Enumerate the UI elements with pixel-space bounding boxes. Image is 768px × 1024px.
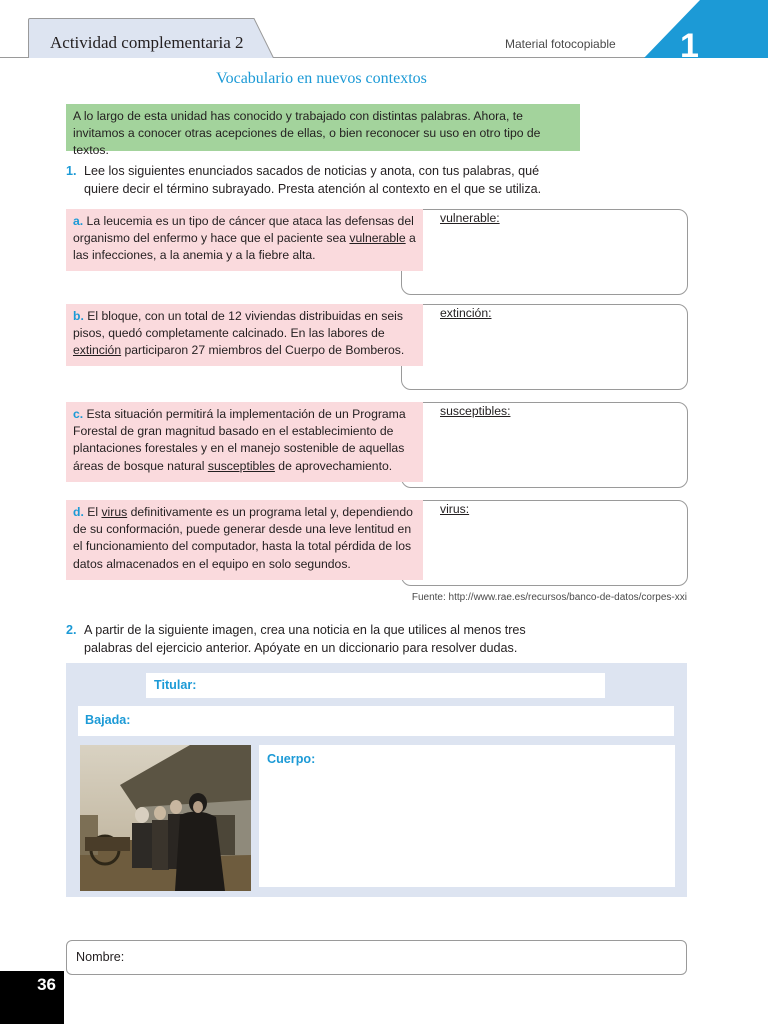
item-b-text-start: El bloque, con un total de 12 viviendas distribuidas en seis pisos, quedó completamente calcinado. En las labores de (73, 309, 403, 341)
cuerpo-label: Cuerpo: (267, 752, 316, 766)
item-c-text-start: Esta situación permitirá la implementación de un Programa Forestal de gran magnitud basado en el establecimiento de plantaciones forestales y en el manejo sostenible de aquellas áreas de bosque natural (73, 407, 406, 473)
material-label: Material fotocopiable (505, 37, 616, 51)
item-c-text-end: de aprovechamiento. (274, 458, 393, 473)
item-a-text-end: a las infecciones, a la anemia y a la fiebre alta. (73, 231, 416, 263)
item-d (66, 500, 423, 580)
page-number: 36 (37, 975, 56, 994)
item-a-letter: a. (73, 214, 84, 228)
item-b (66, 304, 423, 366)
item-b-term: extinción (73, 343, 122, 358)
item-c-term: susceptibles (207, 458, 275, 473)
item-a (66, 209, 423, 271)
titular-field[interactable] (146, 673, 605, 698)
item-a-text-start: La leucemia es un tipo de cáncer que ataca las defensas del organismo del enfermo y hace que el paciente sea (73, 214, 414, 246)
answer-label-a: vulnerable: (440, 211, 500, 225)
source-note: Fuente: http://www.rae.es/recursos/banco-de-datos/corpes-xxi (411, 592, 687, 603)
question-1-text: Lee los siguientes enunciados sacados de noticias y anota, con tus palabras, qué quiere decir el término subrayado. Presta atención al contexto en el que se utiliza. (84, 164, 542, 196)
question-1 (66, 162, 576, 198)
cuerpo-field[interactable] (259, 745, 675, 887)
bajada-label: Bajada: (85, 713, 131, 727)
unit-corner-badge (640, 0, 768, 58)
answer-label-d: virus: (440, 502, 470, 516)
activity-title: Actividad complementaria 2 (50, 33, 244, 52)
question-1-number: 1. (66, 164, 77, 178)
item-d-text-start: El (83, 505, 102, 519)
bajada-field[interactable] (78, 706, 674, 736)
answer-label-c: susceptibles: (440, 404, 511, 418)
name-label: Nombre: (76, 950, 125, 964)
question-2-number: 2. (66, 623, 77, 637)
item-b-letter: b. (73, 309, 84, 323)
item-c-letter: c. (73, 407, 84, 421)
unit-number: 1 (680, 27, 699, 65)
item-c (66, 402, 423, 482)
question-2-text: A partir de la siguiente imagen, crea una noticia en la que utilices al menos tres palabras del ejercicio anterior. Apóyate en un diccionario para resolver dudas. (84, 623, 526, 655)
item-d-text-end: definitivamente es un programa letal y, dependiendo de su conformación, puede generar desde una leve lentitud en el funcionamiento del computador, hasta la total pérdida de los datos almacenados en el equipo en solo segundos. (73, 505, 413, 571)
intro-box: A lo largo de esta unidad has conocido y trabajado con distintas palabras. Ahora, te invitamos a conocer otras acepciones de ellas, o bien reconocer su uso en otro tipo de textos. (66, 104, 580, 151)
item-a-term: vulnerable (349, 231, 406, 246)
section-subtitle: Vocabulario en nuevos contextos (216, 70, 427, 87)
question-2 (66, 621, 576, 657)
titular-label: Titular: (154, 678, 197, 692)
item-d-term: virus (101, 505, 128, 519)
name-field[interactable] (66, 940, 687, 975)
answer-label-b: extinción: (440, 306, 492, 320)
news-photo (80, 745, 251, 891)
item-d-letter: d. (73, 505, 84, 519)
item-b-text-end: participaron 27 miembros del Cuerpo de Bomberos. (121, 343, 405, 358)
